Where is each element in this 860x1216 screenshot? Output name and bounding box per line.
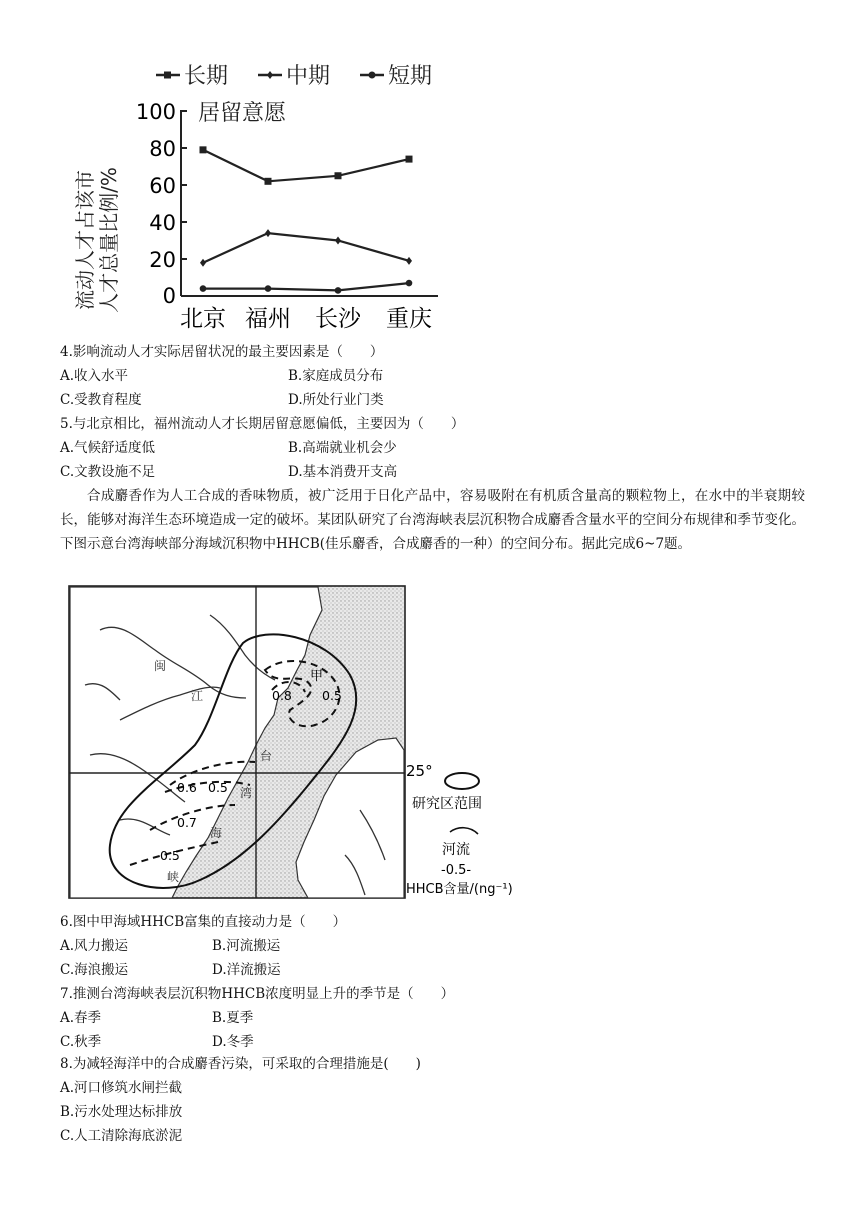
x-tick-label: 北京 [180, 306, 226, 332]
q4-option-d[interactable]: D.所处行业门类 [288, 392, 384, 408]
residence-line-chart [60, 50, 460, 340]
svg-text:流动人才占该市: 流动人才占该市 [73, 170, 97, 310]
series-short-point [265, 285, 272, 292]
x-tick-label: 重庆 [386, 306, 432, 332]
q4-option-a[interactable]: A.收入水平 [60, 368, 129, 384]
q4-option-b[interactable]: B.家庭成员分布 [288, 368, 384, 384]
series-short-line [203, 283, 409, 290]
question-5-stem: 5.与北京相比，福州流动人才长期居留意愿偏低，主要因为（ ） [60, 416, 465, 432]
series-mid-line [203, 233, 409, 263]
legend-range-label: 研究区范围 [412, 796, 482, 812]
series-mid-point [406, 257, 412, 265]
q8-option-c[interactable]: C.人工清除海底淤泥 [60, 1128, 183, 1144]
y-axis-label [73, 167, 121, 313]
contour-label: 0.7 [177, 815, 197, 830]
contour-label: 0.5 [208, 780, 228, 795]
q6-option-a[interactable]: A.风力搬运 [60, 938, 129, 954]
question-7-stem: 7.推测台湾海峡表层沉积物HHCB浓度明显上升的季节是（ ） [60, 986, 455, 1002]
q8-option-a[interactable]: A.河口修筑水闸拦截 [60, 1080, 183, 1096]
contour-label: 0.5 [322, 688, 342, 703]
series-long-point [406, 156, 413, 163]
q5-option-c[interactable]: C.文教设施不足 [60, 464, 156, 480]
q6-option-c[interactable]: C.海浪搬运 [60, 962, 129, 978]
series-mid-point [265, 229, 271, 237]
q7-option-b[interactable]: B.夏季 [212, 1010, 254, 1026]
strait-char: 湾 [240, 786, 253, 800]
legend-range-symbol [445, 773, 479, 789]
y-tick-label: 40 [149, 211, 176, 235]
q7-option-c[interactable]: C.秋季 [60, 1034, 102, 1050]
label-jia: 甲 [310, 669, 324, 684]
svg-text:人才总量比例/%: 人才总量比例/% [97, 167, 121, 313]
svg-text:中期: 中期 [286, 64, 331, 89]
x-tick-label: 福州 [245, 306, 291, 332]
q8-option-b[interactable]: B.污水处理达标排放 [60, 1104, 183, 1120]
svg-text:长期: 长期 [184, 64, 229, 89]
series-mid-point [335, 237, 341, 245]
latitude-label: 25° [406, 762, 433, 780]
series-long-point [265, 178, 272, 185]
strait-char: 峡 [167, 870, 180, 884]
series-short-point [406, 280, 413, 287]
series-short-point [200, 285, 207, 292]
q5-option-a[interactable]: A.气候舒适度低 [60, 440, 156, 456]
chart-legend [156, 64, 432, 89]
strait-char: 台 [260, 749, 273, 763]
y-tick-label: 100 [135, 100, 176, 124]
y-tick-label: 80 [149, 137, 176, 161]
legend-value-label: -0.5- [441, 863, 472, 878]
series-long-line [203, 150, 409, 182]
series-long-point [200, 146, 207, 153]
series-long-point [335, 172, 342, 179]
contour-label: 0.6 [177, 780, 197, 795]
question-8-stem: 8.为减轻海洋中的合成麝香污染，可采取的合理措施是( ) [60, 1056, 421, 1072]
question-6-stem: 6.图中甲海域HHCB富集的直接动力是（ ） [60, 914, 347, 930]
river-icon [450, 828, 478, 834]
strait-hhcb-map [60, 580, 560, 910]
q5-option-b[interactable]: B.高端就业机会少 [288, 440, 397, 456]
y-ticks [136, 100, 187, 308]
label-min: 闽 [154, 659, 167, 673]
series-mid-point [200, 259, 206, 267]
q6-option-d[interactable]: D.洋流搬运 [212, 962, 281, 978]
q7-option-d[interactable]: D.冬季 [212, 1034, 254, 1050]
map-legend [406, 773, 513, 897]
y-tick-label: 60 [149, 174, 176, 198]
legend-item-long [156, 64, 228, 89]
label-jiang: 江 [191, 689, 204, 703]
legend-item-mid [258, 64, 330, 89]
series-short-point [335, 287, 342, 294]
svg-text:短期: 短期 [388, 64, 433, 89]
legend-river-label: 河流 [442, 842, 470, 858]
legend-item-short [360, 64, 432, 89]
strait-char: 海 [210, 826, 223, 840]
q4-option-c[interactable]: C.受教育程度 [60, 392, 142, 408]
y-tick-label: 20 [149, 248, 176, 272]
q7-option-a[interactable]: A.春季 [60, 1010, 102, 1026]
q5-option-d[interactable]: D.基本消费开支高 [288, 464, 398, 480]
passage-text: 合成麝香作为人工合成的香味物质，被广泛用于日化产品中，容易吸附在有机质含量高的颗粒物上，在水中的半衰期较长，能够对海洋生态环境造成一定的破坏。某团队研究了台湾海峡表层沉积物合成麝香含量水平的空间分布规律和季节变化。下图示意台湾海峡部分海域沉积物中HHCB(佳乐麝香，合成麝香的一种）的空间分布。据此完成6~7题。 [60, 488, 805, 552]
chart-inner-title: 居留意愿 [198, 101, 287, 126]
q6-option-b[interactable]: B.河流搬运 [212, 938, 281, 954]
contour-label: 0.5 [160, 848, 180, 863]
x-tick-label: 长沙 [315, 306, 361, 332]
y-tick-label: 0 [162, 284, 176, 308]
question-4-stem: 4.影响流动人才实际居留状况的最主要因素是（ ） [60, 344, 384, 360]
legend-hhcb-label: HHCB含量/(ng⁻¹) [406, 882, 513, 897]
contour-label: 0.8 [272, 688, 292, 703]
